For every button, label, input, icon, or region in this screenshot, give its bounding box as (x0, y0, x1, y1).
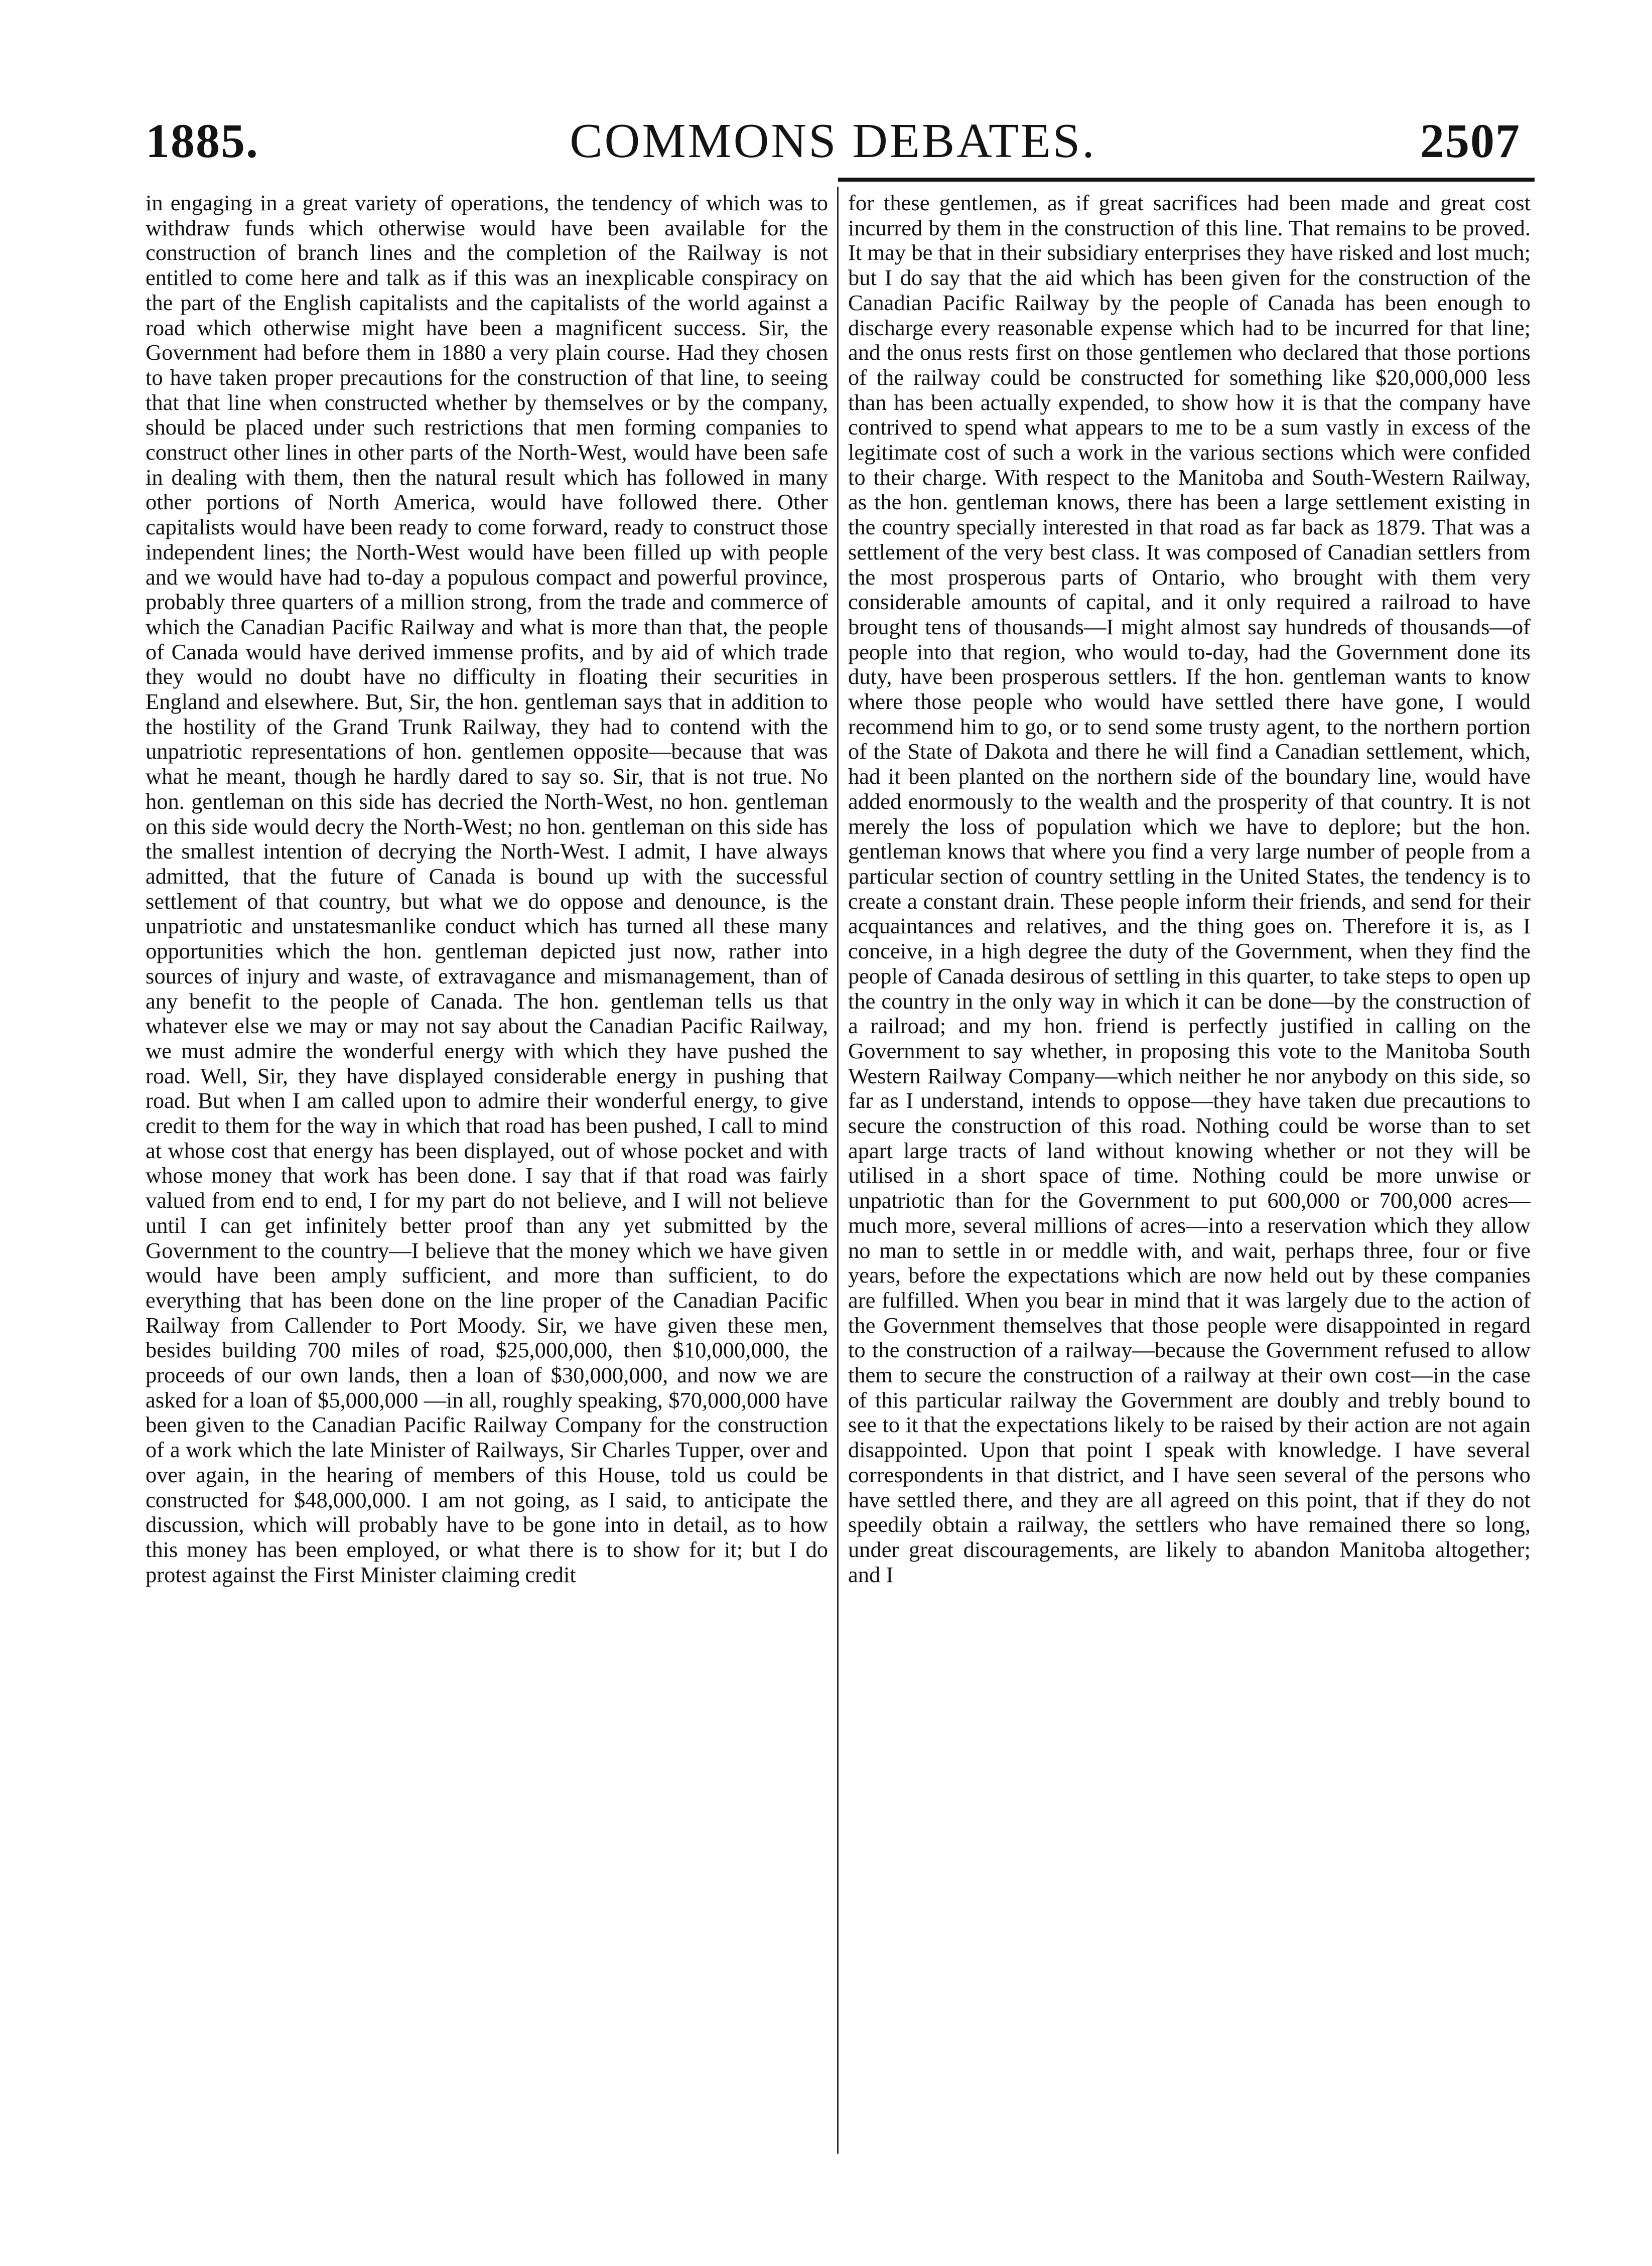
header-page-number: 2507 (1420, 114, 1521, 168)
header-rule (838, 178, 1535, 182)
running-header (146, 113, 1521, 183)
right-column (848, 191, 1531, 2148)
column-divider (837, 187, 839, 2154)
right-column-text: for these gentlemen, as if great sacrifices had been made and great cost incurred by them in the construction of this line. That remains to be proved. It may be that in their subsidiary enterprises they have risked and lost much; but I do say that the aid which has been given for the construction of the Canadian Pacific Railway by the people of Canada has been enough to discharge every reasonable expense which had to be incurred for that line; and the onus rests first on those gentlemen who declared that those portions of the railway could be constructed for something like $20,000,000 less than has been actually expended, to show how it is that the company have contrived to spend what appears to me to be a sum vastly in excess of the legitimate cost of such a work in the various sections which were confided to their charge. With respect to the Manitoba and South-Western Railway, as the hon. gentleman knows, there has been a large settlement existing in the country specially interested in that road as far back as 1879. That was a settlement of the very best class. It was composed of Canadian settlers from the most prosperous parts of Ontario, who brought with them very considerable amounts of capital, and it only required a railroad to have brought tens of thousands—I might almost say hundreds of thousands—of people into that region, who would to-day, had the Government done its duty, have been prosperous settlers. If the hon. gentleman wants to know where those people who would have settled there have gone, I would recommend him to go, or to send some trusty agent, to the northern portion of the State of Dakota and there he will find a Canadian settlement, which, had it been planted on the northern side of the boundary line, would have added enormously to the wealth and the prosperity of that country. It is not merely the loss of population which we have to deplore; but the hon. gentleman knows that where you find a very large number of people from a particular section of country settling in the United States, the tendency is to create a constant drain. These people inform their friends, and send for their acquaintances and relatives, and the thing goes on. Therefore it is, as I conceive, in a high degree the duty of the Government, when they find the people of Canada desirous of settling in this quarter, to take steps to open up the country in the only way in which it can be done—by the construction of a railroad; and my hon. friend is perfectly justified in calling on the Government to say whether, in proposing this vote to the Manitoba South Western Railway Company—which neither he nor anybody on this side, so far as I understand, intends to oppose—they have taken due precautions to secure the construction of this road. Nothing could be worse than to set apart large tracts of land without knowing whether or not they will be utilised in a short space of time. Nothing could be more unwise or unpatriotic than for the Government to put 600,000 or 700,000 acres—much more, several millions of acres—into a reservation which they allow no man to settle in or meddle with, and wait, perhaps three, four or five years, before the expectations which are now held out by these companies are fulfilled. When you bear in mind that it was largely due to the action of the Government themselves that those people were disappointed in regard to the construction of a railway—because the Government refused to allow them to secure the construction of a railway at their own cost—in the case of this particular railway the Government are doubly and trebly bound to see to it that the expectations likely to be raised by their action are not again disappointed. Upon that point I speak with knowledge. I have several correspondents in that district, and I have seen several of the persons who have settled there, and they are all agreed on this point, that if they do not speedily obtain a railway, the settlers who have remained there so long, under great discouragements, are likely to abandon Manitoba altogether; and I (848, 191, 1531, 1587)
left-column (146, 191, 828, 2148)
left-column-text: in engaging in a great variety of operations, the tendency of which was to withdraw funds which otherwise would have been available for the construction of branch lines and the completion of the Railway is not entitled to come here and talk as if this was an inexplicable conspiracy on the part of the English capitalists and the capitalists of the world against a road which otherwise might have been a magnificent success. Sir, the Government had before them in 1880 a very plain course. Had they chosen to have taken proper precautions for the construction of that line, to seeing that that line when constructed whether by themselves or by the company, should be placed under such restrictions that men forming companies to construct other lines in other parts of the North-West, would have been safe in dealing with them, then the natural result which has followed in many other portions of North America, would have followed there. Other capitalists would have been ready to come forward, ready to construct those independent lines; the North-West would have been filled up with people and we would have had to-day a populous compact and powerful province, probably three quarters of a million strong, from the trade and commerce of which the Canadian Pacific Railway and what is more than that, the people of Canada would have derived immense profits, and by aid of which trade they would no doubt have no difficulty in floating their securities in England and elsewhere. But, Sir, the hon. gentleman says that in addition to the hostility of the Grand Trunk Railway, they had to contend with the unpatriotic representations of hon. gentlemen opposite—because that was what he meant, though he hardly dared to say so. Sir, that is not true. No hon. gentleman on this side has decried the North-West, no hon. gentleman on this side would decry the North-West; no hon. gentleman on this side has the smallest intention of decrying the North-West. I admit, I have always admitted, that the future of Canada is bound up with the successful settlement of that country, but what we do oppose and denounce, is the unpatriotic and unstatesmanlike conduct which has turned all these many opportunities which the hon. gentleman depicted just now, rather into sources of injury and waste, of extravagance and mismanagement, than of any benefit to the people of Canada. The hon. gentleman tells us that whatever else we may or may not say about the Canadian Pacific Railway, we must admire the wonderful energy with which they have pushed the road. Well, Sir, they have displayed considerable energy in pushing that road. But when I am called upon to admire their wonderful energy, to give credit to them for the way in which that road has been pushed, I call to mind at whose cost that energy has been displayed, out of whose pocket and with whose money that work has been done. I say that if that road was fairly valued from end to end, I for my part do not believe, and I will not believe until I can get infinitely better proof than any yet submitted by the Government to the country—I believe that the money which we have given would have been amply sufficient, and more than sufficient, to do everything that has been done on the line proper of the Canadian Pacific Railway from Callender to Port Moody. Sir, we have given these men, besides building 700 miles of road, $25,000,000, then $10,000,000, the proceeds of our own lands, then a loan of $30,000,000, and now we are asked for a loan of $5,000,000 —in all, roughly speaking, $70,000,000 have been given to the Canadian Pacific Railway Company for the construction of a work which the late Minister of Railways, Sir Charles Tupper, over and over again, in the hearing of members of this House, told us could be constructed for $48,000,000. I am not going, as I said, to anticipate the discussion, which will probably have to be gone into in detail, as to how this money has been employed, or what there is to show for it; but I do protest against the First Minister claiming credit (146, 191, 828, 1587)
header-year: 1885. (146, 114, 259, 168)
header-title: COMMONS DEBATES. (570, 114, 1096, 168)
